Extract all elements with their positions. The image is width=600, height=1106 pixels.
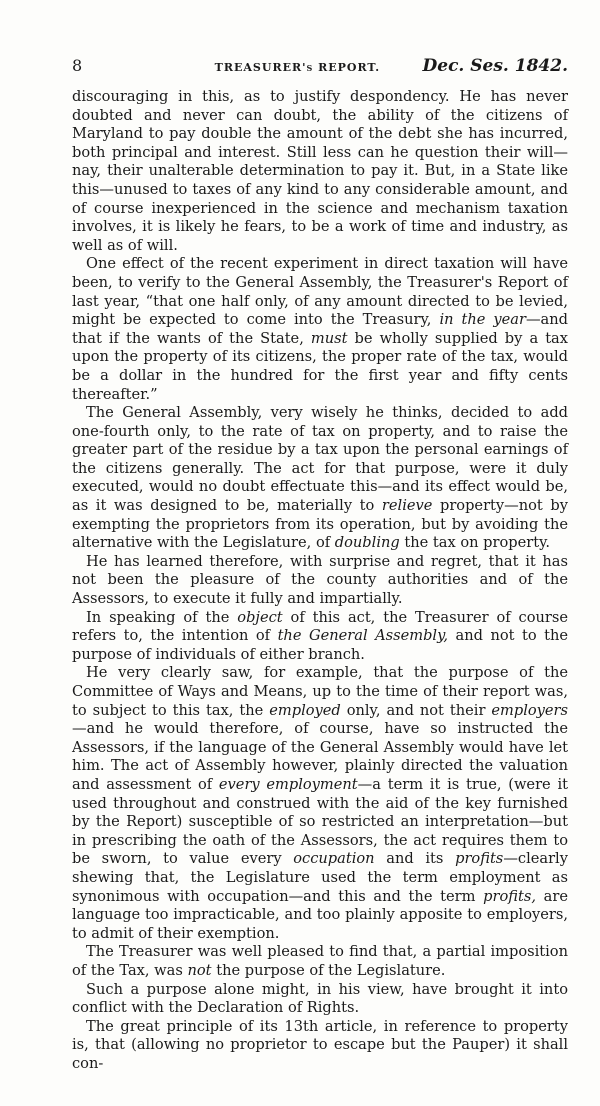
text-run: The great principle of its 13th article, in reference to property is, that (allowing no proprietor to escape but the Pauper) it shall con- (72, 1017, 568, 1072)
text-run: the purpose of the Legislature. (211, 961, 446, 979)
paragraph (72, 609, 568, 665)
italic-text: every employment (218, 775, 358, 793)
italic-text: profits (455, 850, 504, 868)
text-run: Such a purpose alone might, in his view, have brought it into conflict with the Declaration of Rights. (72, 980, 568, 1017)
text-run: —a term it is true, (were it used throughout and construed with the aid of the key furnished by the Report) susceptible of so restricted an interpretation—but in prescribing the oath of the Assessors, the act requires them to be sworn, to value every (72, 775, 568, 868)
text-run: —clearly shewing that, the Legislature used the term employment as synonimous with occupation—and this and the term (72, 850, 568, 905)
italic-text: must (310, 329, 348, 347)
session-date: Dec. Ses. 1842. (422, 56, 568, 76)
italic-text: profits, (483, 887, 536, 905)
text-run: are language too impracticable, and too plainly apposite to employers, to admit of their exemption. (72, 887, 568, 942)
text-run: be wholly supplied by a tax upon the property of its citizens, the proper rate of the tax, would be a dollar in the hundred for the first year and fifty cents thereafter.” (72, 329, 568, 403)
paragraph (72, 553, 568, 609)
text-run: and not to the purpose of individuals of either branch. (72, 627, 568, 663)
text-run: property—not by exempting the proprietors from its operation, but by avoiding the alternative with the Legislature, of (72, 497, 568, 552)
italic-text: relieve (381, 497, 433, 515)
text-run: and its (374, 850, 456, 868)
italic-text: doubling (334, 534, 400, 552)
paragraph (72, 664, 568, 943)
text-run: only, and not their (340, 701, 492, 719)
italic-text: employers (491, 701, 568, 719)
text-run: He very clearly saw, for example, that the purpose of the Committee of Ways and Means, up to the time of their report was, to subject to this tax, the (72, 664, 568, 719)
text-run: One effect of the recent experiment in direct taxation will have been, to verify to the General Assembly, the Treasurer's Report of last year, “that one half only, of any amount directed to be levied, might be expected to come into the Treasury, (72, 255, 568, 329)
report-body (72, 88, 568, 1073)
paragraph (72, 404, 568, 553)
text-run: of this act, the Treasurer of course refers to, the intention of (72, 608, 569, 645)
paragraph (72, 943, 568, 980)
text-run: He has learned therefore, with surprise and regret, that it has not been the pleasure of the county authorities and of the Assessors, to execute it fully and impartially. (72, 552, 568, 608)
italic-text: in the year (439, 311, 526, 329)
italic-text: object (237, 608, 283, 626)
paragraph (72, 255, 568, 404)
text-run: The General Assembly, very wisely he thinks, decided to add one-fourth only, to the rate of tax on property, and to raise the greater part of the residue by a tax upon the personal earnings of the citizens generally. The act for that purpose, were it duly executed, would no doubt effectuate this—and its effect would be, as it was designed to be, materially to (72, 404, 568, 515)
italic-text: not (187, 961, 212, 979)
text-run: —and that if the wants of the State, (72, 311, 568, 347)
paragraph (72, 88, 568, 255)
page-header (72, 56, 568, 76)
text-run: discouraging in this, as to justify despondency. He has never doubted and never can doubt, the ability of the citizens of Maryland to pay double the amount of the debt she has incurred, both principal and interest. Still less can he question their will—nay, their unalterable determination to pay it. But, in a State like this—unused to taxes of any kind to any considerable amount, and of course inexperienced in the science and mechanism taxation involves, it is likely he fears, to be a work of time and industry, as well as of will. (72, 88, 568, 254)
paragraph (72, 1018, 568, 1074)
document-page (72, 56, 568, 1073)
running-title: TREASURER's REPORT. (214, 61, 381, 74)
text-run: The Treasurer was well pleased to find that, a partial imposition of the Tax, was (72, 943, 568, 979)
text-run: —and he would therefore, of course, have so instructed the Assessors, if the language of the General Assembly would have let him. The act of Assembly however, plainly directed the valuation and assessment of (72, 720, 568, 793)
italic-text: occupation (293, 850, 375, 868)
paragraph (72, 981, 568, 1018)
italic-text: employed (269, 701, 341, 719)
text-run: the tax on property. (399, 534, 551, 552)
text-run: In speaking of the (86, 608, 238, 626)
italic-text: the General Assembly, (277, 627, 449, 645)
page-number: 8 (72, 56, 83, 75)
